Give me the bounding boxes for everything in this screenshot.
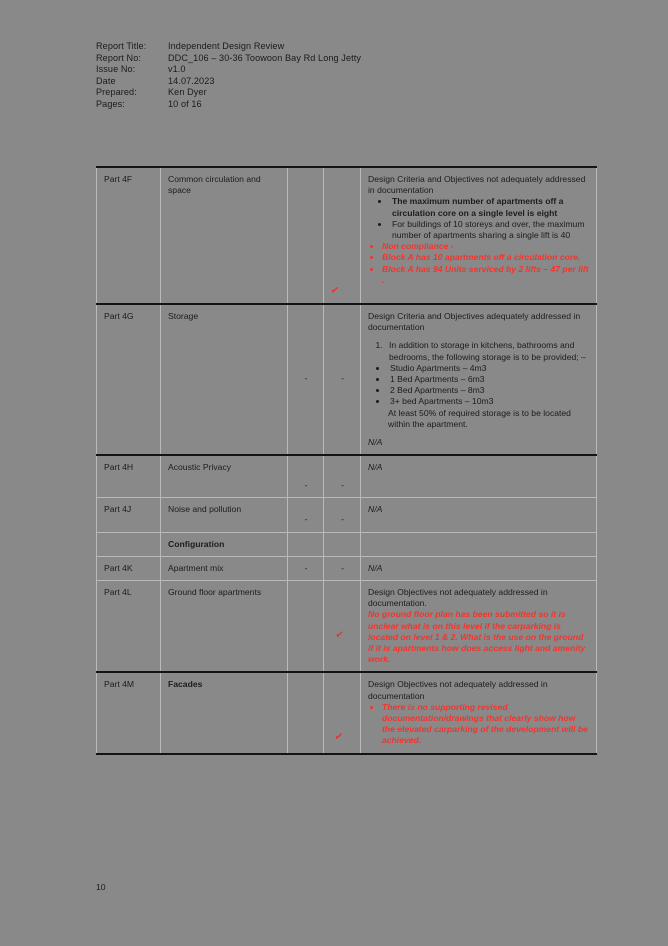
table-row [97,304,597,455]
comment-na: N/A [368,437,383,448]
list-item: • Non compliance - [382,241,590,252]
table-row [97,455,597,498]
row-title: Common circulation and space [161,167,288,304]
row-col4: - [324,556,361,580]
list-item: • Studio Apartments – 4m3 [388,363,590,374]
meta-value-date: 14.07.2023 [168,75,215,86]
dash-mark: - [304,514,308,525]
row-ref: Part 4J [97,498,161,532]
meta-value-report-no: DDC_106 – 30-36 Toowoon Bay Rd Long Jetty [168,52,361,63]
table-row [97,556,597,580]
table-row [97,167,597,304]
row-col3 [288,672,324,753]
meta-label-report-title: Report Title: [96,41,147,51]
row-title: Apartment mix [161,556,288,580]
row-title: Acoustic Privacy [161,455,288,498]
row-comment [361,455,597,498]
comment-heading: Design Criteria and Objectives not adequately addressed in documentation [368,174,586,196]
list-item: • 3+ bed Apartments – 10m3 [388,396,590,407]
table-row [97,672,597,753]
row-col3: - [288,556,324,580]
row-comment [361,304,597,455]
meta-row-report-no [96,53,526,65]
row-col3 [288,304,324,455]
comment-numbered-list [368,340,590,362]
comment-sub-bullet-list [368,363,590,408]
comment-heading: Design Criteria and Objectives adequately addressed in documentation [368,311,581,333]
section-header-label: Configuration [161,532,288,556]
meta-label-report-no: Report No: [96,52,141,63]
row-comment [361,556,597,580]
dash-mark: - [341,373,344,383]
comment-bullet-list [368,196,590,241]
row-comment [361,498,597,532]
table-row [97,498,597,532]
table-section-header-row [97,532,597,556]
comment-heading: Design Objectives not adequately addressed in documentation. [368,587,548,609]
meta-row-title [96,41,526,53]
meta-row-prepared [96,87,526,99]
row-col3 [288,581,324,673]
row-ref: Part 4K [97,556,161,580]
row-comment [361,581,597,673]
list-item: 1. In addition to storage in kitchens, bathrooms and bedrooms, the following storage is to be provided; – [385,340,590,362]
comment-na: N/A [368,562,383,573]
page-number: 10 [96,882,106,892]
row-title: Storage [161,304,288,455]
comment-red-bullet-list [368,241,590,286]
row-col4 [324,167,361,304]
comment-red-paragraph: No ground floor plan has been submitted so it is unclear what is on this level if the carparking is located on level 1 & 2. What is the use on the ground if it is apartments how does access light and amenity work. [368,609,586,665]
row-col4 [324,498,361,532]
comment-na: N/A [368,462,383,473]
meta-label-date: Date [96,75,116,86]
check-icon: ✓ [333,731,344,744]
meta-value-pages: 10 of 16 [168,98,202,109]
row-ref [97,532,161,556]
row-title: Noise and pollution [161,498,288,532]
compliance-table [96,166,597,755]
meta-value-prepared: Ken Dyer [168,87,207,98]
meta-label-prepared: Prepared: [96,87,137,98]
comment-red-bullet-list [368,702,590,747]
list-item: • Block A has 94 Units serviced by 2 lifts – 47 per lift . [382,264,590,286]
row-ref: Part 4G [97,304,161,455]
dash-mark: - [304,480,308,491]
list-item: • There is no supporting revised documentation/drawings that clearly show how the elevated carparking of the development will be achieved. [382,702,590,747]
spacer [368,430,590,437]
row-comment [361,167,597,304]
row-col4 [324,532,361,556]
meta-value-issue-no: v1.0 [168,64,186,75]
meta-label-pages: Pages: [96,98,125,109]
row-comment [361,532,597,556]
list-item: • 1 Bed Apartments – 6m3 [388,374,590,385]
meta-row-date [96,76,526,88]
row-col4 [324,455,361,498]
row-ref: Part 4F [97,167,161,304]
row-title: Ground floor apartments [161,581,288,673]
report-meta-block [96,41,526,111]
meta-value-report-title: Independent Design Review [168,41,285,51]
table-row [97,581,597,673]
check-icon: ✓ [329,284,340,297]
list-item: • For buildings of 10 storeys and over, the maximum number of apartments sharing a single lift is 40 [390,219,590,241]
comment-trailing-note: At least 50% of required storage is to be located within the apartment. [388,407,571,429]
row-col4 [324,581,361,673]
comment-heading: Design Objectives not adequately addressed in documentation [368,679,548,701]
list-item: • Block A has 10 apartments off a circulation core. [382,252,590,263]
meta-label-issue-no: Issue No: [96,64,136,75]
meta-row-issue-no [96,64,526,76]
row-comment [361,672,597,753]
dash-mark: - [304,373,308,383]
meta-row-pages [96,99,526,111]
list-item: • 2 Bed Apartments – 8m3 [388,385,590,396]
comment-na: N/A [368,504,383,515]
row-ref: Part 4M [97,672,161,753]
row-col4 [324,304,361,455]
row-ref: Part 4L [97,581,161,673]
dash-mark: - [341,480,344,491]
check-icon: ✓ [334,629,345,642]
list-item: • The maximum number of apartments off a circulation core on a single level is eight [390,196,590,218]
row-col3 [288,455,324,498]
row-col3 [288,498,324,532]
row-col3 [288,167,324,304]
row-title: Facades [161,672,288,753]
row-col3 [288,532,324,556]
dash-mark: - [341,514,344,525]
row-col4 [324,672,361,753]
row-ref: Part 4H [97,455,161,498]
spacer [368,333,590,340]
